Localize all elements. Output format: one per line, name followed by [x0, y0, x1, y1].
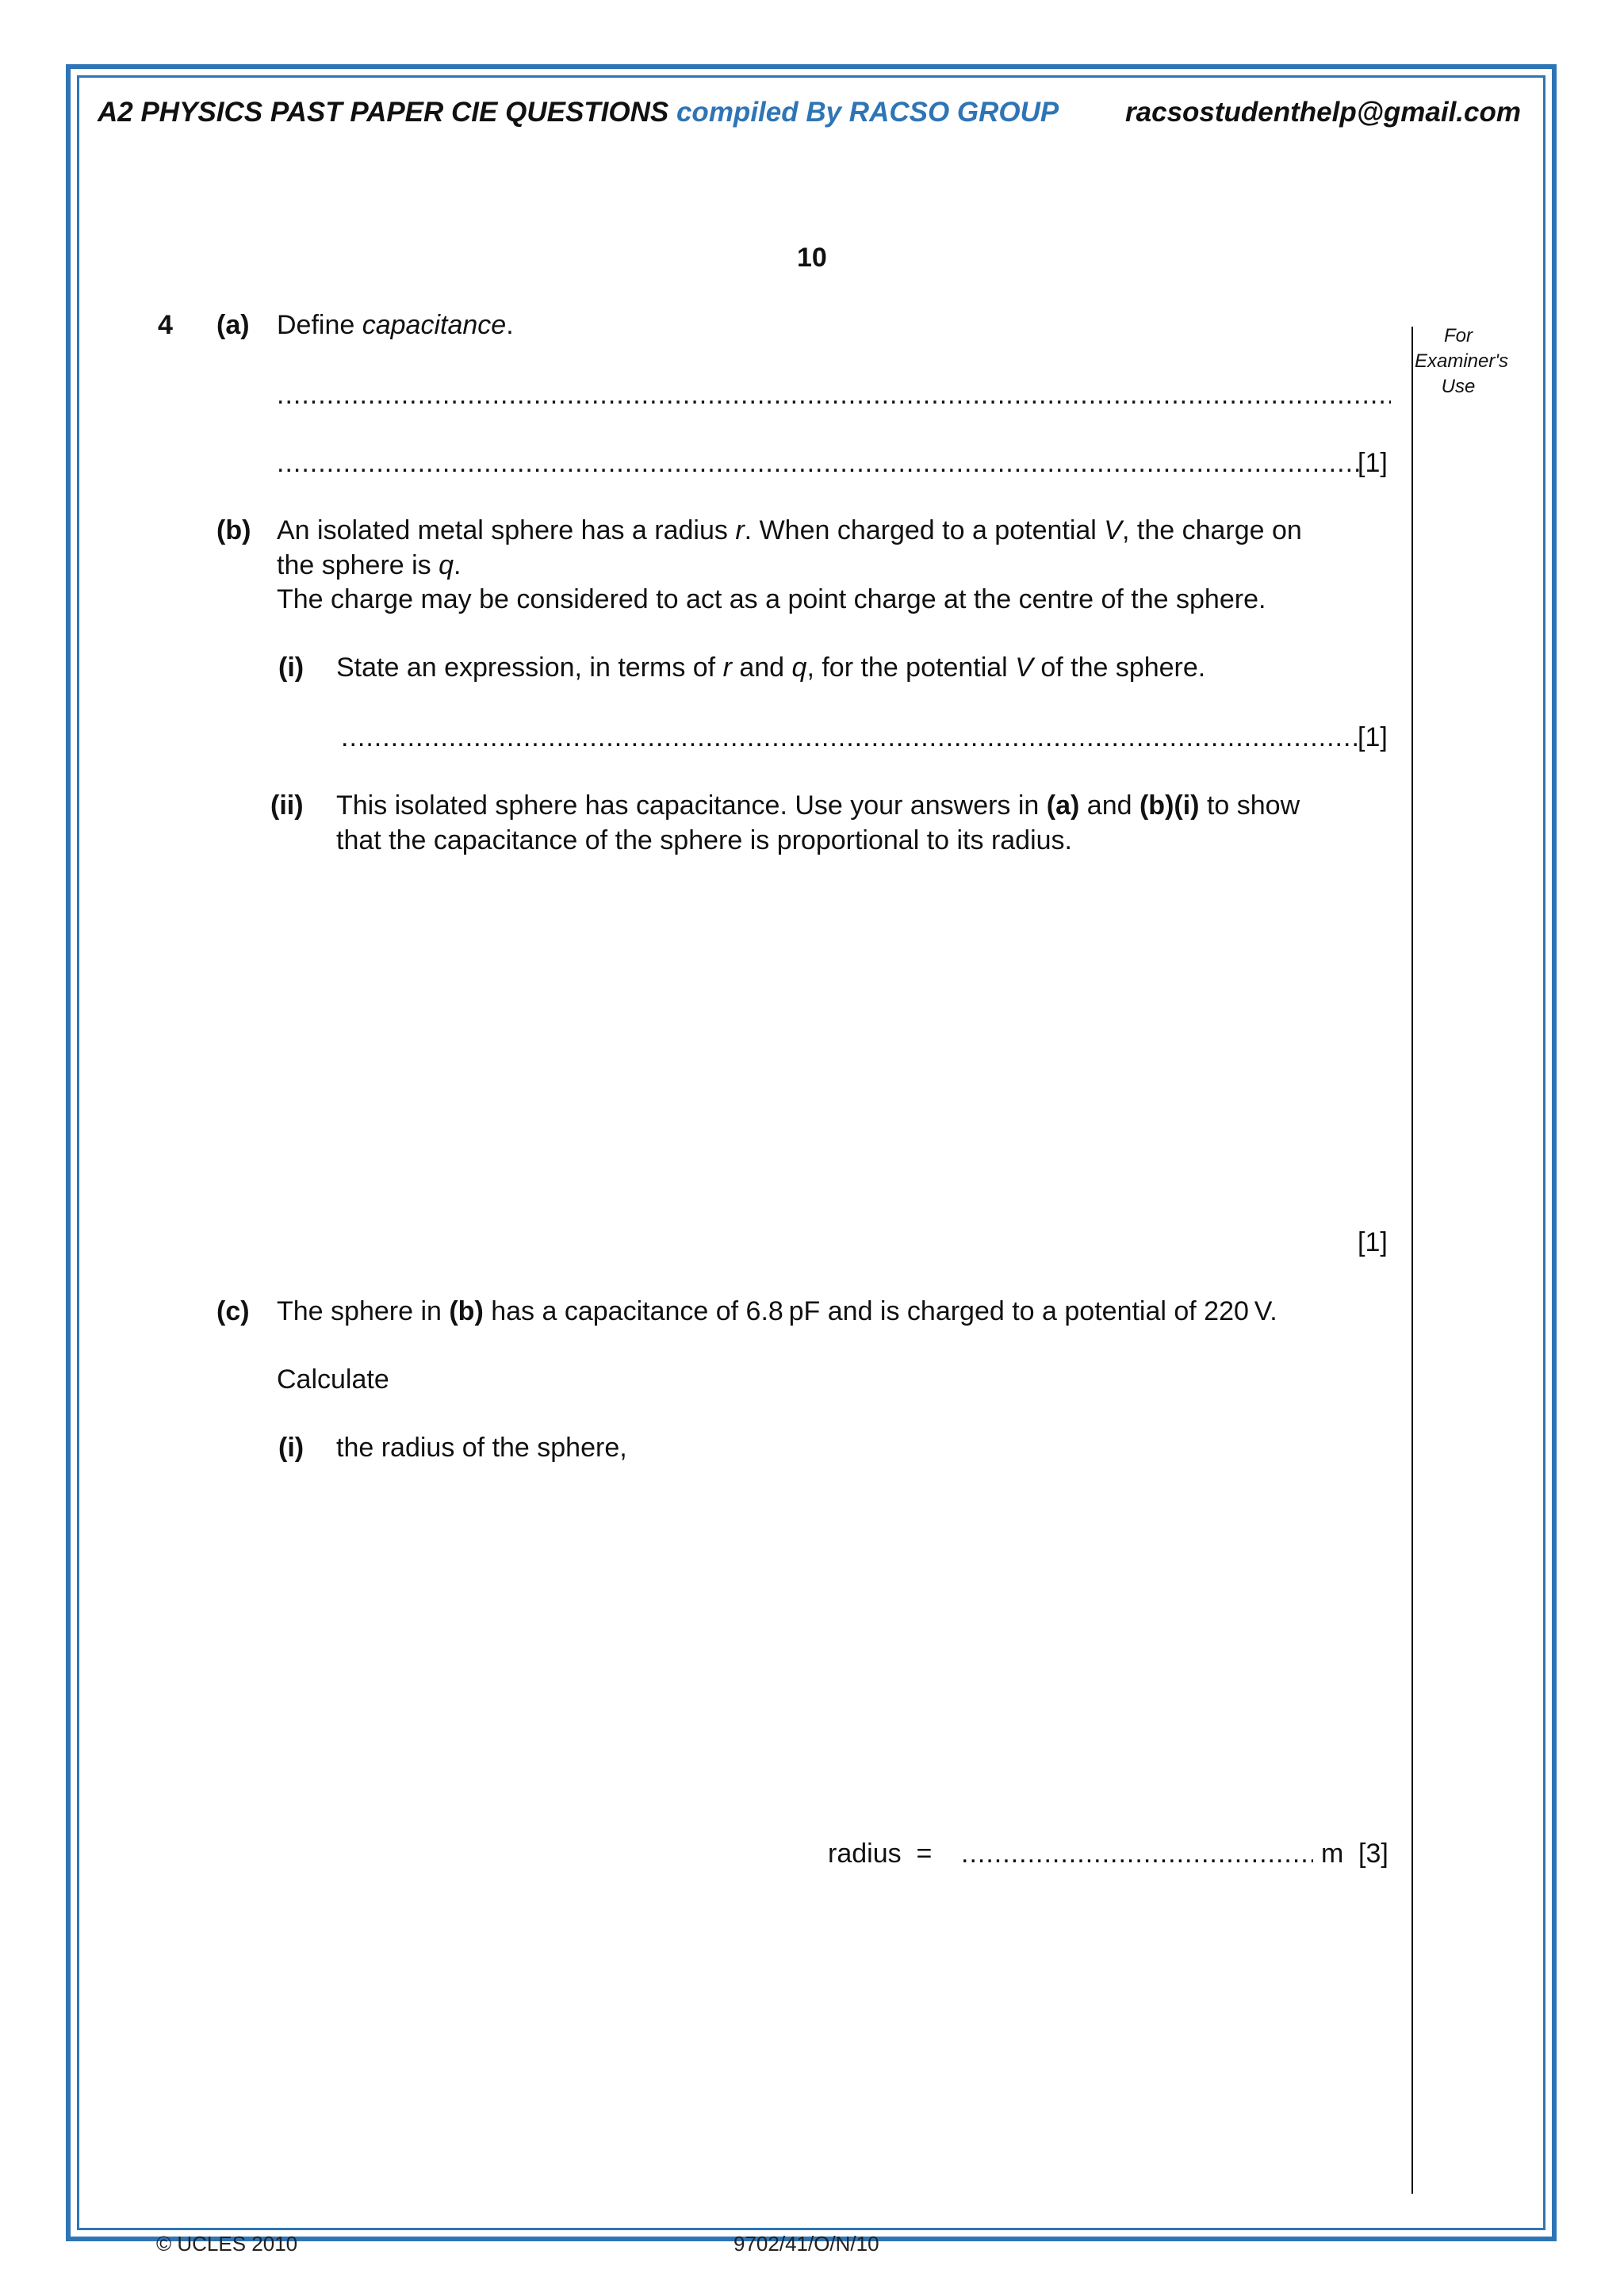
part-c-label: (c) [216, 1296, 250, 1326]
examiner-margin-note [1415, 323, 1508, 400]
part-b-label: (b) [216, 515, 251, 545]
marks-c-i: [3] [1358, 1839, 1388, 1869]
marks-a: [1] [1358, 448, 1388, 478]
examiner-note-line1: For [1444, 325, 1473, 346]
part-b-ii-label: (ii) [270, 790, 304, 821]
header-email: racsostudenthelp@gmail.com [1125, 97, 1521, 128]
part-b-line2: the sphere is q. [277, 550, 462, 580]
part-b-text: An isolated metal sphere has a radius r. When charged to a potential V, the charge on [277, 515, 1302, 545]
page-number: 10 [797, 243, 827, 273]
answer-line-b-i[interactable] [341, 720, 1359, 755]
part-a-prompt: Define capacitance. [277, 310, 514, 340]
marks-b-ii: [1] [1358, 1227, 1388, 1257]
part-a-label: (a) [216, 310, 250, 340]
radius-unit: m [1321, 1839, 1344, 1869]
part-c-prompt: The sphere in (b) has a capacitance of 6.8 pF and is charged to a potential of 220 V. [277, 1296, 1277, 1326]
part-b-ii-prompt: This isolated sphere has capacitance. Use your answers in (a) and (b)(i) to show [336, 790, 1300, 821]
marks-b-i: [1] [1358, 722, 1388, 752]
part-b-ii-line2: that the capacitance of the sphere is proportional to its radius. [336, 825, 1072, 855]
examiner-note-line2: Examiner's [1415, 350, 1508, 372]
examiner-note-line3: Use [1441, 376, 1476, 397]
header-title-compiled: compiled By RACSO GROUP [676, 97, 1059, 128]
footer-copyright: © UCLES 2010 [156, 2232, 298, 2256]
footer-paper-code: 9702/41/O/N/10 [733, 2232, 879, 2256]
part-a-term: capacitance [362, 310, 507, 340]
header-title [98, 97, 1059, 128]
question-number: 4 [158, 310, 173, 340]
part-b-i-prompt: State an expression, in terms of r and q, for the potential V of the sphere. [336, 652, 1206, 683]
answer-line-a-2[interactable] [277, 446, 1359, 480]
part-b-line3: The charge may be considered to act as a point charge at the centre of the sphere. [277, 584, 1266, 614]
part-c-i-prompt: the radius of the sphere, [336, 1433, 627, 1463]
answer-line-a-1[interactable] [277, 377, 1391, 412]
radius-answer-line[interactable] [961, 1836, 1313, 1871]
part-c-calculate: Calculate [277, 1364, 389, 1395]
header-title-main: A2 PHYSICS PAST PAPER CIE QUESTIONS [98, 97, 669, 128]
part-b-i-label: (i) [278, 652, 304, 683]
part-c-i-label: (i) [278, 1433, 304, 1463]
examiner-margin-line [1411, 327, 1413, 2194]
radius-answer-label: radius = [828, 1839, 933, 1869]
